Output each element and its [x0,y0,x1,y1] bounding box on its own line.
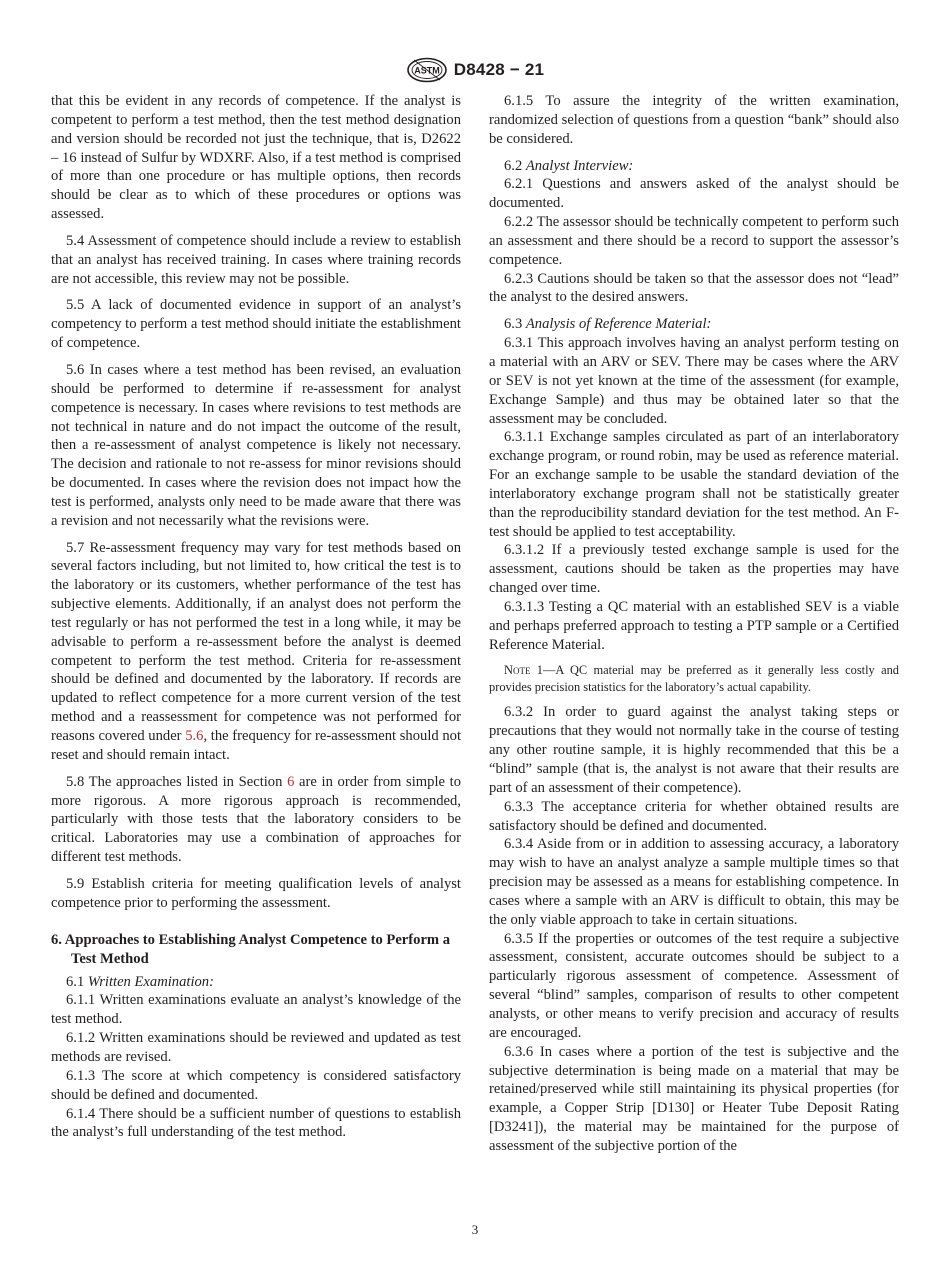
paragraph-5-7 [51,539,461,765]
subsection-6-3-number: 6.3 [504,316,526,333]
page-header [0,56,950,84]
paragraph-6-3-3: 6.3.3 The acceptance criteria for whether obtained results are satisfactory should be defined and documented. [489,798,899,834]
right-column [489,92,899,1156]
paragraph-continued: that this be evident in any records of competence. If the analyst is competent to perform a test method, then the test method designation and version should be recorded not just the technique, that is, D2622 – 16 instead of Sulfur by WDXRF. Also, if a test method is comprised of more than one procedure or has multiple options, then records should be clear as to which of these procedures or options was assessed. [51,93,461,223]
section-6-heading: 6. Approaches to Establishing Analyst Competence to Perform a Test Method [51,931,451,967]
note-1 [489,662,899,695]
paragraph-6-1-1: 6.1.1 Written examinations evaluate an analyst’s knowledge of the test method. [51,992,461,1028]
note-1-label: Note 1 [504,663,543,678]
left-column [51,92,461,1142]
astm-logo-icon [406,57,448,83]
subsection-6-1-heading [51,973,461,992]
page-number: 3 [471,1222,479,1237]
paragraph-6-1-5: 6.1.5 To assure the integrity of the written examination, randomized selection of questions from a question “bank” should also be considered. [489,93,899,147]
paragraph-6-3-4: 6.3.4 Aside from or in addition to assessing accuracy, a laboratory may wish to have an analyst analyze a sample multiple times so that precision may be assessed as a means for establishing competence. In cases where a sample with an ARV is difficult to obtain, this may be the only viable approach to take in certain situations. [489,836,899,928]
subsection-6-2-title: Analyst Interview: [525,157,634,174]
subsection-6-1-title: Written Examination: [87,973,214,990]
note-1-text: —A QC material may be preferred as it generally less costly and provides precision statistics for the laboratory’s actual capability. [489,663,899,694]
paragraph-5-9: 5.9 Establish criteria for meeting qualification levels of analyst competence prior to performing the assessment. [51,875,461,911]
astm-logo-text: ASTM [414,65,440,76]
paragraph-6-3-1-1: 6.3.1.1 Exchange samples circulated as part of an interlaboratory exchange program, or round robin, may be used as reference material. For an exchange sample to be usable the standard deviation of the interlaboratory exchange program shall not be statistically greater than the reproducibility standard deviation for the test method. An F-test should be applied to test acceptability. [489,429,899,540]
paragraph-6-2-2: 6.2.2 The assessor should be technically competent to perform such an assessment and there should be a record to support the assessor’s competence. [489,214,899,268]
paragraph-6-3-5: 6.3.5 If the properties or outcomes of the test require a subjective assessment, consistent, accurate outcomes should be subject to a particularly rigorous assessment of competence. Assessment of several “blind” samples, comparison of results to other competent analysts, or other means to verify precision and accuracy of results are encouraged. [489,930,899,1041]
paragraph-6-2-1: 6.2.1 Questions and answers asked of the analyst should be documented. [489,176,899,212]
section-5-6-link[interactable]: 5.6 [185,728,204,744]
paragraph-6-3-2: 6.3.2 In order to guard against the analyst taking steps or precautions that they would not normally take in the course of testing any other routine sample, it is highly recommended that this be a “blind” sample (that is, the analyst is not aware that their results are part of an assessment of their competence). [489,704,899,796]
subsection-6-3-heading [489,315,899,334]
paragraph-6-3-1: 6.3.1 This approach involves having an analyst perform testing on a material with an ARV or SEV. There may be cases where the ARV or SEV is not yet known at the time of the assessment (for example, Exchange Sample) and thus may be obtained later so that the assessment may be concluded. [489,335,899,427]
paragraph-6-1-4: 6.1.4 There should be a sufficient number of questions to establish the analyst’s full understanding of the test method. [51,1105,461,1141]
paragraph-5-6: 5.6 In cases where a test method has been revised, an evaluation should be performed to determine if re-assessment for analyst competence is necessary. In cases where revisions to test methods are not technical in nature and do not impact the outcome of the result, then a re-assessment of analyst competence is likely not necessary. The decision and rationale to not re-assess for minor revisions should be documented. In cases where the revision does not impact how the test is performed, analysts only need to be made aware that there was a revision and not necessarily what the revisions were. [51,361,461,529]
paragraph-6-3-6: 6.3.6 In cases where a portion of the test is subjective and the subjective determination is being made on a material that may be retained/preserved while still maintaining its physical properties (for example, a Copper Strip [D130] or Heater Tube Deposit Rating [D3241]), the material may be maintained for the purpose of assessment of the subjective portion of the [489,1043,899,1154]
subsection-6-1-number: 6.1 [66,973,88,990]
subsection-6-2-number: 6.2 [504,157,526,174]
paragraph-5-8 [51,773,461,867]
paragraph-6-3-1-2: 6.3.1.2 If a previously tested exchange sample is used for the assessment, cautions should be taken as the properties may have changed over time. [489,542,899,597]
paragraph-6-1-2: 6.1.2 Written examinations should be reviewed and updated as test methods are revised. [51,1030,461,1065]
document-designation: D8428 − 21 [453,60,545,79]
section-6-link[interactable]: 6 [287,773,295,790]
paragraph-5-7-text-b: , the frequency for re-assessment should not reset and should remain intact. [51,728,461,763]
paragraph-6-2-3: 6.2.3 Cautions should be taken so that the assessor does not “lead” the analyst to the desired answers. [489,270,899,306]
paragraph-5-8-text-a: 5.8 The approaches listed in Section [66,773,288,790]
subsection-6-2-heading [489,157,899,176]
paragraph-6-1-3: 6.1.3 The score at which competency is considered satisfactory should be defined and documented. [51,1067,461,1103]
paragraph-5-8-text-b: are in order from simple to more rigorous. A more rigorous approach is recommended, particularly with those tests that the laboratory considers to be critical. Laboratories may use a combination of approaches for different test methods. [51,773,461,866]
paragraph-5-5: 5.5 A lack of documented evidence in support of an analyst’s competency to perform a test method should initiate the establishment of competence. [51,297,461,352]
paragraph-6-3-1-3: 6.3.1.3 Testing a QC material with an established SEV is a viable and perhaps preferred approach to testing a PTP sample or a Certified Reference Material. [489,598,899,653]
paragraph-5-7-text-a: 5.7 Re-assessment frequency may vary for test methods based on several factors including, but not limited to, how critical the test is to the laboratory or its customers, whether performance of the test has subjective elements. Additionally, if an analyst does not perform the test regularly or has not performed the test in a long while, it may be advisable to perform a re-assessment before the analyst is deemed competent to perform the test method. Criteria for re-assessment should be defined and documented by the laboratory. If records are updated to reflect competence for a more current version of the test method and a reassessment for competence was not performed for reasons covered under [51,539,461,744]
subsection-6-3-title: Analysis of Reference Material: [525,316,712,333]
paragraph-5-4: 5.4 Assessment of competence should include a review to establish that an analyst has received training. In cases where training records are not accessible, this review may not be possible. [51,232,461,287]
